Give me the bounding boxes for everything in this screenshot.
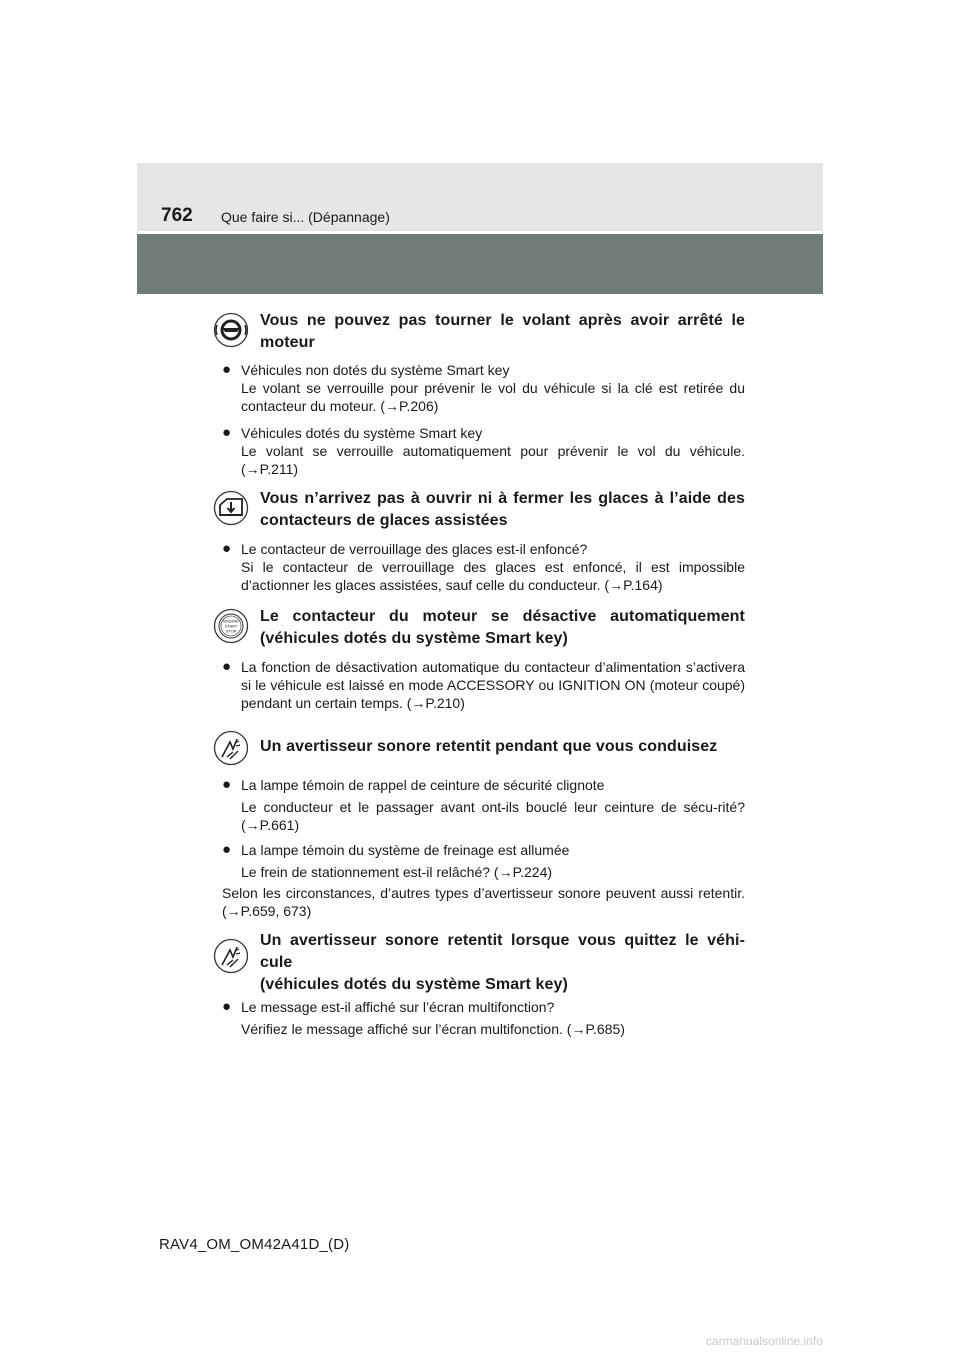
list-item: [222, 658, 745, 712]
item-lead: La fonction de désactivation automatique du contacteur d’alimentation s’activera si le véhicule est laissé en mode ACCESSORY ou IGNITION ON (moteur coupé) pendant un certain temps. (→P.210): [241, 659, 745, 711]
icon-label-engine: ENGINE: [223, 618, 239, 624]
item-lead: La lampe témoin de rappel de ceinture de sécurité clignote: [241, 777, 605, 793]
list-item: [222, 361, 745, 415]
bullet-icon: ●: [222, 540, 232, 557]
item-lead: Véhicules dotés du système Smart key: [241, 425, 483, 441]
topic-power-windows: [213, 488, 745, 532]
bullet-icon: ●: [222, 658, 232, 675]
bullet-icon: ●: [222, 776, 232, 793]
section-title: Que faire si... (Dépannage): [221, 209, 390, 225]
power-window-icon: [213, 490, 249, 526]
item-detail: Le volant se verrouille automatiquement pour prévenir le vol du véhicule. (→P.211): [241, 443, 745, 477]
item-lead: Le contacteur de verrouillage des glaces est-il enfoncé?: [241, 541, 588, 557]
list-item: [222, 998, 745, 1038]
note-text: Selon les circonstances, d’autres types d’avertisseur sonore peuvent aussi retentir. (→P.659, 673): [222, 885, 745, 919]
item-lead: La lampe témoin du système de freinage est allumée: [241, 842, 570, 858]
item-detail: Vérifiez le message affiché sur l’écran multifonction. (→P.685): [241, 1021, 625, 1037]
warning-buzzer-icon: [213, 938, 249, 974]
list-item: [222, 776, 745, 834]
header-band: [137, 234, 823, 294]
document-code: RAV4_OM_OM42A41D_(D): [159, 1236, 350, 1253]
item-lead: Véhicules non dotés du système Smart key: [241, 362, 510, 378]
bullet-icon: ●: [222, 361, 232, 378]
list-item: [222, 424, 745, 478]
item-detail: Le frein de stationnement est-il relâché? (→P.224): [241, 864, 553, 880]
topic-auto-power-off: [213, 606, 745, 650]
icon-label-start: START: [224, 623, 238, 629]
topic-title-line2: (véhicules dotés du système Smart key): [260, 976, 568, 993]
engine-start-stop-icon: [213, 608, 249, 644]
list-item: [222, 841, 745, 881]
bullet-icon: ●: [222, 998, 232, 1015]
bullet-icon: ●: [222, 841, 232, 858]
topic-title: Le contacteur du moteur se désactive automatiquement (véhicules dotés du système Smart key): [260, 608, 745, 647]
topic-buzzer-exit: [213, 930, 745, 996]
item-lead: Le message est-il affiché sur l’écran multifonction?: [241, 999, 555, 1015]
topic-title: Un avertisseur sonore retentit pendant que vous conduisez: [260, 738, 718, 755]
topic-buzzer-driving: [213, 728, 745, 758]
page-number: 762: [161, 205, 193, 226]
bullet-icon: ●: [222, 424, 232, 441]
topic-title: Un avertisseur sonore retentit lorsque vous quittez le véhi-cule: [260, 932, 745, 971]
topic-steering-lock: [213, 310, 745, 354]
topic-note: [222, 884, 745, 920]
topic-title: Vous n’arrivez pas à ouvrir ni à fermer les glaces à l’aide des contacteurs de glaces assistées: [260, 490, 745, 529]
item-detail: Le volant se verrouille pour prévenir le vol du véhicule si la clé est retirée du contacteur du moteur. (→P.206): [241, 380, 745, 414]
watermark: carmanualsonline.info: [706, 1334, 823, 1348]
item-detail: Si le contacteur de verrouillage des glaces est enfoncé, il est impossible d’actionner les glaces assistées, sauf celle du conducteur. (→P.164): [241, 559, 745, 593]
steering-lock-icon: [213, 312, 249, 348]
topic-title: Vous ne pouvez pas tourner le volant après avoir arrêté le moteur: [260, 312, 745, 351]
item-detail: Le conducteur et le passager avant ont-ils bouclé leur ceinture de sécu-rité? (→P.661): [241, 799, 745, 833]
icon-label-stop: STOP: [225, 628, 237, 634]
list-item: [222, 540, 745, 594]
warning-buzzer-icon: [213, 730, 249, 766]
